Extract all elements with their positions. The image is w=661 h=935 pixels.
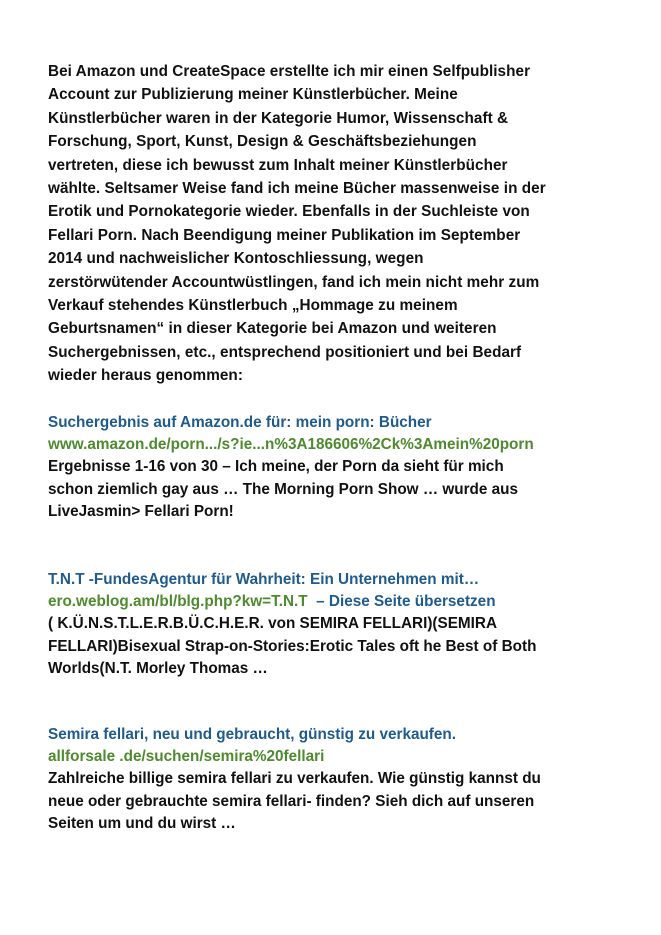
search-result-snippet bbox=[48, 768, 618, 836]
intro-line: vertreten, diese ich bewusst zum Inhalt meiner Künstlerbücher bbox=[48, 156, 508, 174]
search-result-url bbox=[48, 434, 618, 456]
search-result-allforsale bbox=[48, 724, 618, 836]
intro-line: wählte. Seltsamer Weise fand ich meine Bücher massenweise in der bbox=[48, 180, 546, 198]
search-result-url-text[interactable]: www.amazon.de/porn.../s?ie...n%3A186606%2Ck%3Amein%20porn bbox=[48, 436, 534, 453]
search-result-url bbox=[48, 746, 618, 768]
search-result-title[interactable]: Suchergebnis auf Amazon.de für: mein porn: Bücher bbox=[48, 414, 432, 431]
intro-line: Account zur Publizierung meiner Künstlerbücher. Meine bbox=[48, 86, 458, 104]
snippet-line: Ergebnisse 1-16 von 30 – Ich meine, der Porn da sieht für mich bbox=[48, 458, 504, 475]
intro-line: Bei Amazon und CreateSpace erstellte ich mir einen Selfpublisher bbox=[48, 63, 531, 80]
snippet-line: neue oder gebrauchte semira fellari- finden? Sieh dich auf unseren bbox=[48, 792, 535, 810]
intro-line: wieder heraus genommen: bbox=[48, 367, 243, 385]
intro-line: Erotik und Pornokategorie wieder. Ebenfalls in der Suchleiste von bbox=[48, 203, 530, 221]
snippet-line: Seiten um und du wirst … bbox=[48, 815, 236, 832]
intro-paragraph bbox=[48, 60, 608, 388]
intro-line: Suchergebnissen, etc., entsprechend positioniert und bei Bedarf bbox=[48, 343, 522, 361]
search-result-tnt bbox=[48, 569, 618, 681]
search-result-snippet bbox=[48, 613, 618, 681]
snippet-line: ( K.Ü.N.S.T.L.E.R.B.Ü.C.H.E.R. von SEMIRA FELLARI)(SEMIRA bbox=[48, 615, 497, 632]
search-result-url-text[interactable]: allforsale .de/suchen/semira%20fellari bbox=[48, 748, 325, 765]
search-result-amazon bbox=[48, 412, 618, 524]
search-result-snippet bbox=[48, 456, 618, 524]
snippet-line: Worlds(N.T. Morley Thomas … bbox=[48, 660, 268, 677]
search-result-url bbox=[48, 591, 618, 613]
snippet-line: FELLARI)Bisexual Strap-on-Stories:Erotic Tales oft he Best of Both bbox=[48, 637, 537, 655]
intro-line: zerstörwütender Accountwüstlingen, fand ich mein nicht mehr zum bbox=[48, 273, 540, 291]
snippet-line: schon ziemlich gay aus … The Morning Porn Show … wurde aus bbox=[48, 480, 519, 498]
intro-line: 2014 und nachweislicher Kontoschliessung, wegen bbox=[48, 250, 424, 268]
search-result-url-text[interactable]: ero.weblog.am/bl/blg.php?kw=T.N.T bbox=[48, 593, 308, 610]
search-result-title[interactable]: Semira fellari, neu und gebraucht, günstig zu verkaufen. bbox=[48, 726, 456, 743]
intro-line: Geburtsnamen“ in dieser Kategorie bei Amazon und weiteren bbox=[48, 320, 497, 338]
intro-line: Künstlerbücher waren in der Kategorie Humor, Wissenschaft & bbox=[48, 109, 509, 127]
translate-page-link[interactable]: – Diese Seite übersetzen bbox=[316, 593, 496, 610]
document-page bbox=[48, 60, 608, 388]
snippet-line: Zahlreiche billige semira fellari zu verkaufen. Wie günstig kannst du bbox=[48, 770, 541, 787]
search-result-title[interactable]: T.N.T -FundesAgentur für Wahrheit: Ein Unternehmen mit… bbox=[48, 571, 480, 588]
snippet-line: LiveJasmin> Fellari Porn! bbox=[48, 503, 234, 520]
intro-line: Forschung, Sport, Kunst, Design & Geschäftsbeziehungen bbox=[48, 133, 477, 151]
intro-line: Fellari Porn. Nach Beendigung meiner Publikation im September bbox=[48, 226, 521, 244]
intro-line: Verkauf stehendes Künstlerbuch „Hommage zu meinem bbox=[48, 297, 458, 315]
